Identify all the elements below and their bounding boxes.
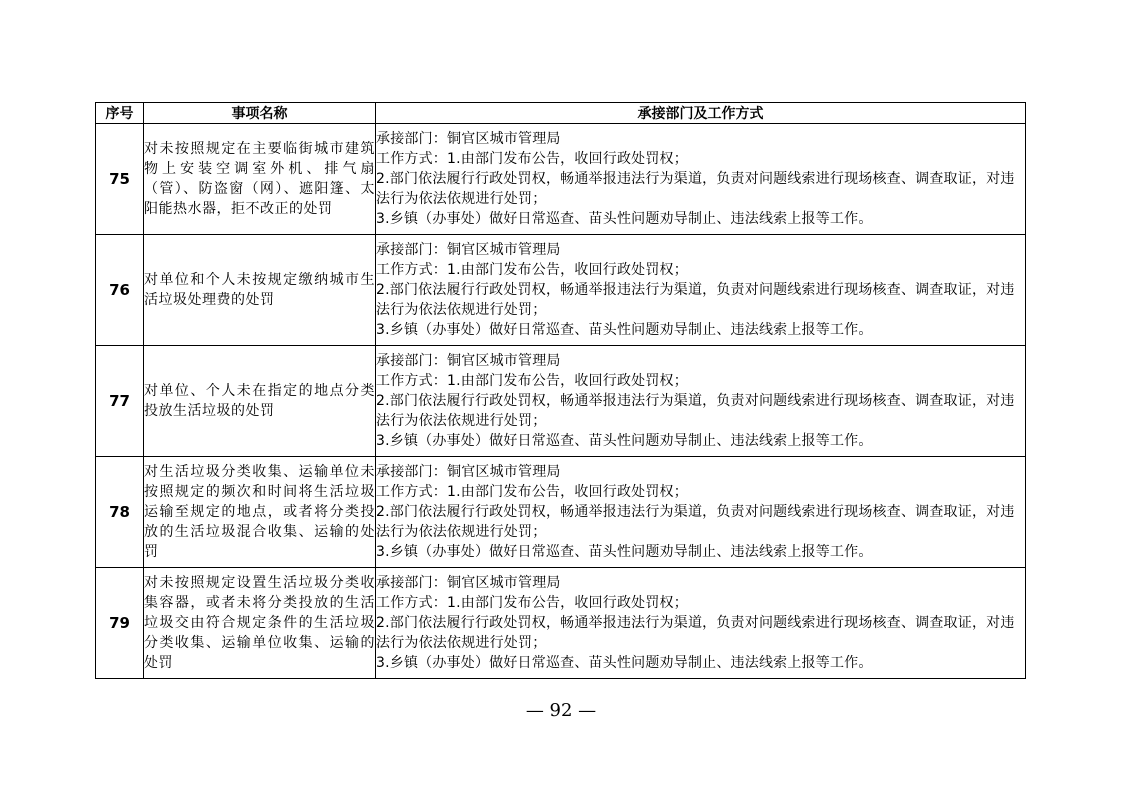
dept-line: 3.乡镇（办事处）做好日常巡查、苗头性问题劝导制止、违法线索上报等工作。 [376, 544, 873, 560]
table-row [96, 457, 1026, 568]
item-name: 对未按照规定设置生活垃圾分类收集容器，或者未将分类投放的生活垃圾交由符合规定条件的生活垃圾分类收集、运输单位收集、运输的处罚 [144, 568, 376, 679]
dept-line: 3.乡镇（办事处）做好日常巡查、苗头性问题劝导制止、违法线索上报等工作。 [376, 433, 873, 449]
items-table [95, 102, 1026, 679]
table-header-row [96, 103, 1026, 124]
item-name: 对单位和个人未按规定缴纳城市生活垃圾处理费的处罚 [144, 235, 376, 346]
department-method [376, 457, 1026, 568]
row-number: 78 [96, 457, 144, 568]
department-method [376, 235, 1026, 346]
row-number: 79 [96, 568, 144, 679]
table-row [96, 346, 1026, 457]
dept-line: 2.部门依法履行行政处罚权，畅通举报违法行为渠道，负责对问题线索进行现场核查、调查取证，对违法行为依法依规进行处罚； [376, 615, 1015, 651]
dept-line: 工作方式：1.由部门发布公告，收回行政处罚权； [376, 262, 688, 278]
page-number: — 92 — [525, 700, 597, 721]
dept-line: 2.部门依法履行行政处罚权，畅通举报违法行为渠道，负责对问题线索进行现场核查、调查取证，对违法行为依法依规进行处罚； [376, 171, 1015, 207]
dept-line: 2.部门依法履行行政处罚权，畅通举报违法行为渠道，负责对问题线索进行现场核查、调查取证，对违法行为依法依规进行处罚； [376, 504, 1015, 540]
dept-line: 工作方式：1.由部门发布公告，收回行政处罚权； [376, 151, 688, 167]
dept-line: 承接部门：铜官区城市管理局 [376, 353, 561, 369]
department-method [376, 124, 1026, 235]
table-row [96, 124, 1026, 235]
dept-line: 工作方式：1.由部门发布公告，收回行政处罚权； [376, 595, 688, 611]
item-name: 对未按照规定在主要临街城市建筑物上安装空调室外机、排气扇（管）、防盗窗（网）、遮阳篷、太阳能热水器，拒不改正的处罚 [144, 124, 376, 235]
dept-line: 工作方式：1.由部门发布公告，收回行政处罚权； [376, 373, 688, 389]
row-number: 77 [96, 346, 144, 457]
dept-line: 承接部门：铜官区城市管理局 [376, 131, 561, 147]
department-method [376, 568, 1026, 679]
dept-line: 3.乡镇（办事处）做好日常巡查、苗头性问题劝导制止、违法线索上报等工作。 [376, 211, 873, 227]
header-department-method: 承接部门及工作方式 [376, 103, 1026, 124]
header-item-name: 事项名称 [144, 103, 376, 124]
dept-line: 承接部门：铜官区城市管理局 [376, 464, 561, 480]
table-row [96, 568, 1026, 679]
row-number: 76 [96, 235, 144, 346]
dept-line: 承接部门：铜官区城市管理局 [376, 242, 561, 258]
table-row [96, 235, 1026, 346]
dept-line: 工作方式：1.由部门发布公告，收回行政处罚权； [376, 484, 688, 500]
item-name: 对生活垃圾分类收集、运输单位未按照规定的频次和时间将生活垃圾运输至规定的地点，或者将分类投放的生活垃圾混合收集、运输的处罚 [144, 457, 376, 568]
row-number: 75 [96, 124, 144, 235]
department-method [376, 346, 1026, 457]
item-name: 对单位、个人未在指定的地点分类投放生活垃圾的处罚 [144, 346, 376, 457]
dept-line: 2.部门依法履行行政处罚权，畅通举报违法行为渠道，负责对问题线索进行现场核查、调查取证，对违法行为依法依规进行处罚； [376, 282, 1015, 318]
dept-line: 3.乡镇（办事处）做好日常巡查、苗头性问题劝导制止、违法线索上报等工作。 [376, 655, 873, 671]
header-serial: 序号 [96, 103, 144, 124]
dept-line: 3.乡镇（办事处）做好日常巡查、苗头性问题劝导制止、违法线索上报等工作。 [376, 322, 873, 338]
dept-line: 承接部门：铜官区城市管理局 [376, 575, 561, 591]
dept-line: 2.部门依法履行行政处罚权，畅通举报违法行为渠道，负责对问题线索进行现场核查、调查取证，对违法行为依法依规进行处罚； [376, 393, 1015, 429]
